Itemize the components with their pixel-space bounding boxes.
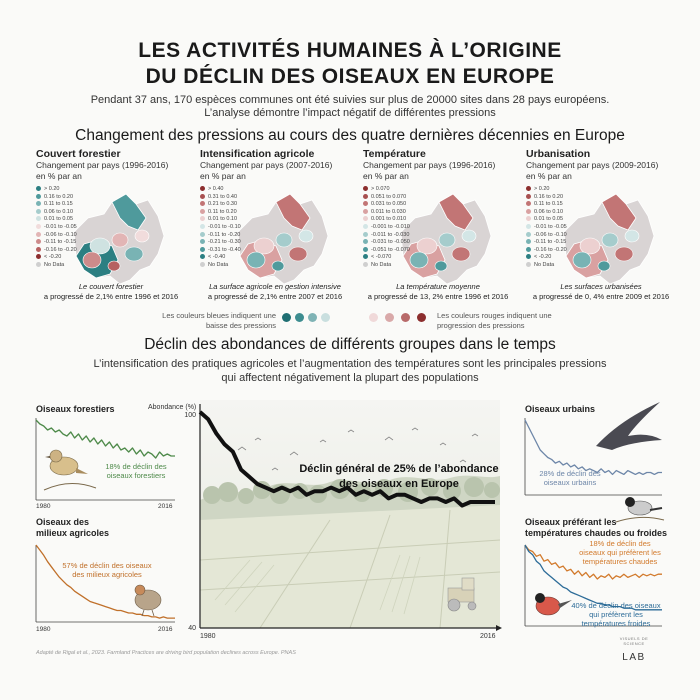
forest-chart xyxy=(36,418,175,500)
farm-stat xyxy=(52,561,162,579)
legend-label: -0.11 to -0.15 xyxy=(534,239,567,246)
y-tick-40: 40 xyxy=(188,625,196,632)
farm-chart xyxy=(36,545,175,622)
panel-subtitle: Changement par pays (1996-2016) xyxy=(36,160,169,170)
legend-label: > 0.40 xyxy=(208,186,224,192)
farm-stat-line-2: des milieux agricoles xyxy=(72,570,142,579)
legend-label: 0.16 to 0.20 xyxy=(534,193,564,200)
temperature-title-line-1: Oiseaux préférant les xyxy=(525,517,617,527)
urban-title: Oiseaux urbains xyxy=(525,404,596,414)
legend-label: -0.031 to -0.050 xyxy=(371,239,410,246)
panel-subtitle: Changement par pays (1996-2016) xyxy=(363,160,496,170)
cold-stat-line-2: qui préfèrent les xyxy=(589,610,643,619)
legend-label: 0.11 to 0.15 xyxy=(44,201,73,208)
panel-subtitle: Changement par pays (2007-2016) xyxy=(200,160,333,170)
farm-x-end: 2016 xyxy=(158,626,173,633)
legend-label: -0.21 to -0.30 xyxy=(208,239,241,246)
red-legend-line-2: progression des pressions xyxy=(437,320,525,330)
legend-label: 0.011 to 0.030 xyxy=(371,208,406,215)
panel-title: Intensification agricole xyxy=(200,148,315,160)
urban-stat-line-1: 28% de déclin des xyxy=(539,469,601,478)
temperature-title xyxy=(525,517,667,539)
legend-label: No Data xyxy=(208,261,229,268)
legend-label: -0.01 to -0.10 xyxy=(208,223,241,230)
source-credit: Adapté de Rigal et al., 2023. Farmland Practices are driving bird population declines across Europe. PNAS xyxy=(36,650,296,656)
legend-label: 0.11 to 0.15 xyxy=(534,201,563,208)
forest-stat xyxy=(96,462,176,480)
x-tick-end: 2016 xyxy=(480,633,496,640)
panel-unit: en % par an xyxy=(526,170,572,181)
warm-stat-line-1: 18% de déclin des xyxy=(589,539,651,548)
legend-label: > 0.20 xyxy=(534,186,550,192)
legend-label: 0.01 to 0.10 xyxy=(208,216,238,223)
legend-label: 0.11 to 0.20 xyxy=(208,208,237,215)
legend-label: 0.31 to 0.40 xyxy=(208,193,238,200)
intro-line-2: qui affectent négativement la plupart des populations xyxy=(221,372,479,384)
urban-series xyxy=(525,420,662,474)
legend-label: > 0.20 xyxy=(44,186,60,192)
warm-stat xyxy=(574,539,666,566)
caption-line-1: Les surfaces urbanisées xyxy=(560,282,642,291)
forest-title: Oiseaux forestiers xyxy=(36,404,115,414)
farm-x-start: 1980 xyxy=(36,626,51,633)
legend-label: 0.16 to 0.20 xyxy=(44,193,74,200)
lab-logo xyxy=(614,636,654,662)
red-legend-line-1: Les couleurs rouges indiquent une xyxy=(437,311,552,320)
caption-line-2: a progressé de 0, 4% entre 2009 et 2016 xyxy=(532,291,670,301)
legend-label: < -0.070 xyxy=(371,254,392,261)
legend-label: -0.31 to -0.40 xyxy=(208,246,241,253)
y-tick-100: 100 xyxy=(184,412,196,419)
legend-label: 0.01 to 0.05 xyxy=(44,216,74,223)
legend-label: -0.01 to -0.05 xyxy=(44,223,77,230)
main-annotation-line-2: des oiseaux en Europe xyxy=(339,478,459,490)
farm-title-line-2: milieux agricoles xyxy=(36,528,110,538)
legend-label: -0.06 to -0.10 xyxy=(534,231,567,238)
x-tick-start: 1980 xyxy=(200,633,216,640)
pipit-bird-illustration xyxy=(44,450,96,490)
legend-label: 0.21 to 0.30 xyxy=(208,201,238,208)
legend-label: < -0.40 xyxy=(208,254,226,261)
panel-unit: en % par an xyxy=(200,170,246,181)
subtitle-line-2: L’analyse démontre l’impact négatif de différentes pressions xyxy=(204,107,496,119)
intro-line-1: L’intensification des pratiques agricoles et l’augmentation des températures sont les principales pressions xyxy=(93,358,607,370)
lab-logo-arc: VISUELS DE SCIENCE xyxy=(619,636,649,646)
page-title-line-1: LES ACTIVITÉS HUMAINES À L’ORIGINE xyxy=(138,39,562,62)
blue-legend-line-1: Les couleurs bleues indiquent une xyxy=(162,311,276,320)
panel-title: Urbanisation xyxy=(526,148,591,160)
legend-label: 0.001 to 0.010 xyxy=(371,216,407,223)
warm-stat-line-3: températures chaudes xyxy=(582,557,658,566)
page-title-line-2: DU DÉCLIN DES OISEAUX EN EUROPE xyxy=(145,65,555,88)
main-annotation-line-1: Déclin général de 25% de l’abondance xyxy=(299,463,499,475)
legend-label: < -0.20 xyxy=(534,254,552,261)
caption-line-2: a progressé de 2,1% entre 2007 et 2016 xyxy=(207,291,343,301)
legend-label: -0.051 to -0.070 xyxy=(371,246,410,253)
legend-label: 0.01 to 0.05 xyxy=(534,216,564,223)
section-heading-pressures: Changement des pressions au cours des quatre dernières décennies en Europe xyxy=(75,127,625,144)
legend-label: 0.06 to 0.10 xyxy=(44,208,74,215)
warm-stat-line-2: oiseaux qui préfèrent les xyxy=(579,548,661,557)
legend-label: No Data xyxy=(371,261,392,268)
partridge-bird-illustration xyxy=(135,585,161,616)
legend-label: -0.16 to -0.20 xyxy=(534,246,567,253)
y-axis-label: Abondance (%) xyxy=(148,404,197,411)
legend-label: No Data xyxy=(44,261,65,268)
panel-subtitle: Changement par pays (2009-2016) xyxy=(526,160,659,170)
legend-label: 0.051 to 0.070 xyxy=(371,193,407,200)
section-heading-decline: Déclin des abondances de différents groupes dans le temps xyxy=(144,336,556,353)
legend-label: -0.011 to -0.030 xyxy=(371,231,410,238)
caption-line-1: La surface agricole en gestion intensive xyxy=(209,282,341,291)
farm-title-line-1: Oiseaux des xyxy=(36,517,90,527)
urban-stat xyxy=(530,469,610,487)
forest-x-end: 2016 xyxy=(158,503,173,510)
urban-stat-line-2: oiseaux urbains xyxy=(543,478,597,487)
farm-stat-line-1: 57% de déclin des oiseaux xyxy=(62,561,152,570)
subtitle-line-1: Pendant 37 ans, 170 espèces communes ont été suivies sur plus de 20000 sites dans 28 pays européens. xyxy=(90,94,610,106)
temperature-title-line-2: températures chaudes ou froides xyxy=(525,528,668,538)
legend-label: < -0.20 xyxy=(44,254,62,261)
caption-line-1: La température moyenne xyxy=(396,282,480,291)
legend-label: -0.01 to -0.05 xyxy=(534,223,567,230)
legend-label: -0.11 to -0.20 xyxy=(208,231,241,238)
legend-label: 0.031 to 0.050 xyxy=(371,201,407,208)
lab-logo-word: LAB xyxy=(622,652,646,663)
legend-label: -0.16 to -0.20 xyxy=(44,246,77,253)
legend-label: -0.11 to -0.15 xyxy=(44,239,77,246)
panel-title: Couvert forestier xyxy=(36,148,121,160)
panel-unit: en % par an xyxy=(363,170,409,181)
urban-line xyxy=(525,420,662,474)
legend-label: -0.06 to -0.10 xyxy=(44,231,77,238)
cold-stat-line-3: températures froides xyxy=(581,619,651,628)
forest-stat-line-1: 18% de déclin des xyxy=(105,462,167,471)
panel-unit: en % par an xyxy=(36,170,82,181)
blue-legend-line-2: baisse des pressions xyxy=(205,320,276,330)
legend-label: 0.06 to 0.10 xyxy=(534,208,564,215)
farm-title xyxy=(36,517,109,539)
forest-x-start: 1980 xyxy=(36,503,51,510)
cold-stat xyxy=(566,601,666,628)
panel-title: Température xyxy=(363,148,426,160)
swift-bird-illustration xyxy=(596,402,662,450)
caption-line-1: Le couvert forestier xyxy=(78,282,144,291)
cold-stat-line-1: 40% de déclin des oiseaux xyxy=(571,601,661,610)
forest-stat-line-2: oiseaux forestiers xyxy=(106,471,166,480)
caption-line-2: a progressé de 2,1% entre 1996 et 2016 xyxy=(43,291,179,301)
caption-line-2: a progressé de 13, 2% entre 1996 et 2016 xyxy=(367,291,509,301)
legend-label: No Data xyxy=(534,261,555,268)
legend-label: > 0.070 xyxy=(371,186,390,192)
legend-label: -0.001 to -0.010 xyxy=(371,223,410,230)
